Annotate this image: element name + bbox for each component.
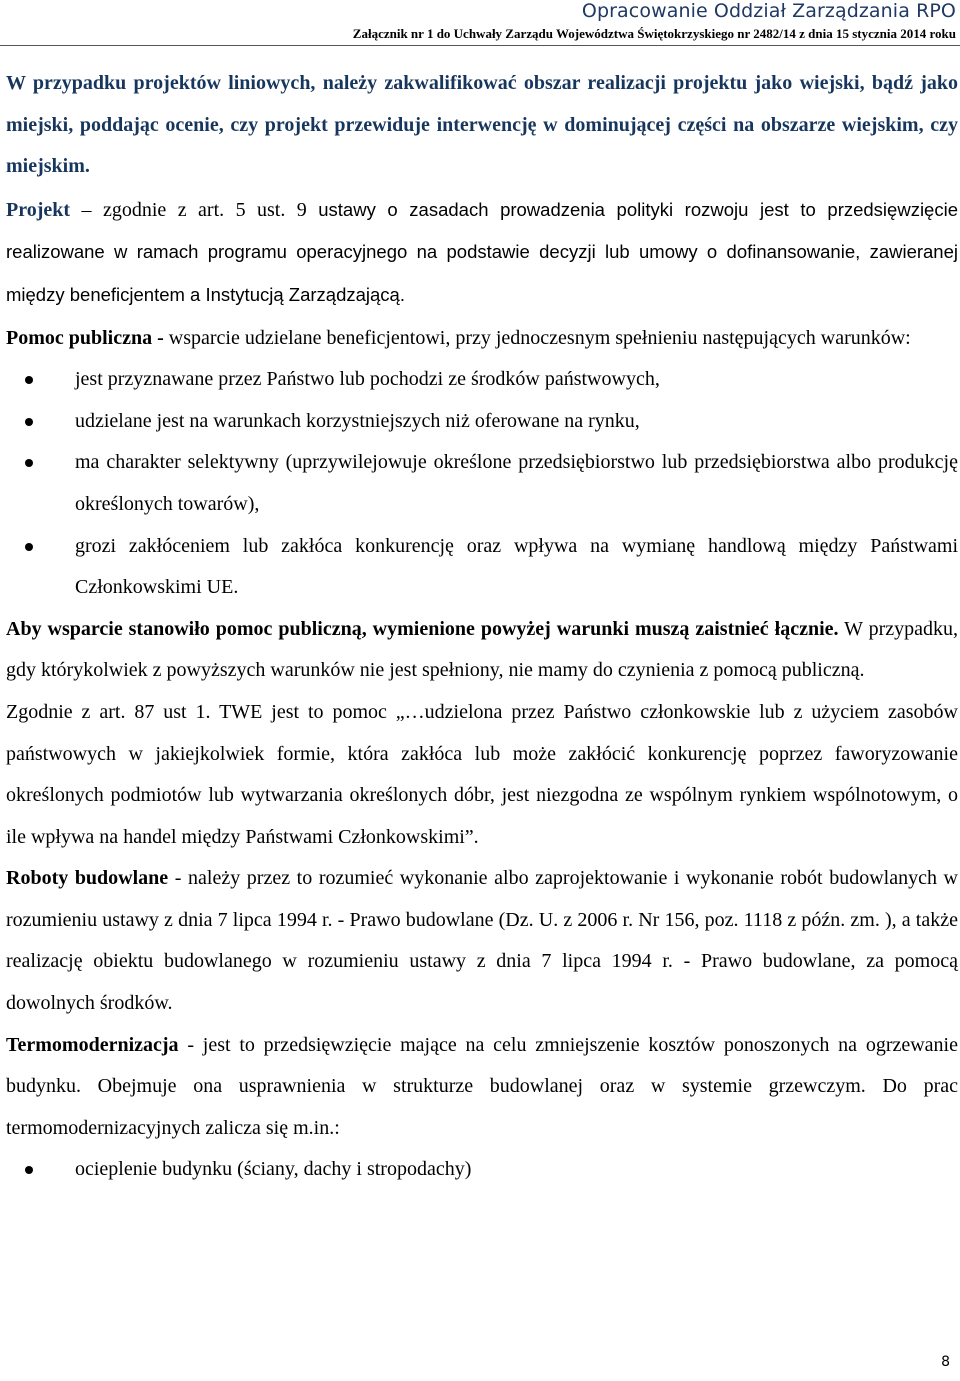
- header-subtitle: Załącznik nr 1 do Uchwały Zarządu Województwa Świętokrzyskiego nr 2482/14 z dnia 15 stycznia 2014 roku: [352, 26, 956, 41]
- bullet-icon: [25, 376, 33, 384]
- paragraph-thermomodernization: [6, 1025, 958, 1150]
- paragraph-text: ustawy o zasadach prowadzenia polityki rozwoju jest to przedsięwzięcie realizowane w ramach programu operacyjnego na podstawie decyzji lub umowy o dofinansowanie, zawieranej między beneficjentem a Instytucją Zarządzającą.: [6, 198, 958, 305]
- paragraph-text: zgodnie z art. 5 ust. 9: [102, 198, 319, 221]
- list-item: [6, 526, 958, 609]
- bullet-icon: [25, 543, 33, 551]
- list-item: [6, 401, 958, 443]
- paragraph-construction-works: [6, 858, 958, 1024]
- list-item-text: grozi zakłóceniem lub zakłóca konkurencję oraz wpływa na wymianę handlową między Państwami Członkowskimi UE.: [75, 534, 958, 599]
- paragraph-text: W przypadku, gdy którykolwiek z powyższych warunków nie jest spełniony, nie mamy do czynienia z pomocą publiczną.: [6, 617, 958, 682]
- paragraph-bold-text: Aby wsparcie stanowiło pomoc publiczną, wymienione powyżej warunki muszą zaistnieć łącznie.: [6, 617, 839, 640]
- paragraph-text: wsparcie udzielane beneficjentowi, przy jednoczesnym spełnieniu następujących warunków:: [163, 326, 911, 349]
- term-project: Projekt: [6, 198, 71, 221]
- public-aid-conditions-list: [6, 359, 958, 609]
- list-item-text: jest przyznawane przez Państwo lub pochodzi ze środków państwowych,: [75, 368, 660, 391]
- page-number: 8: [941, 1354, 950, 1370]
- term-thermomodernization: Termomodernizacja: [6, 1033, 179, 1056]
- paragraph-linear-projects: [6, 63, 958, 188]
- paragraph-twe-article: [6, 692, 958, 858]
- list-item-text: ma charakter selektywny (uprzywilejowuje określone przedsiębiorstwo lub przedsiębiorstwa albo produkcję określonych towarów),: [75, 451, 958, 515]
- term-construction-works: Roboty budowlane: [6, 867, 169, 890]
- paragraph-project-definition: [6, 189, 958, 317]
- paragraph-text: - jest to przedsięwzięcie mające na celu zmniejszenie kosztów ponoszonych na ogrzewanie budynku. Obejmuje ona usprawnienia w strukturze budowlanej oraz w systemie grzewczym. Do prac termomodernizacyjnych zalicza się m.in.:: [6, 1033, 958, 1139]
- bullet-icon: [25, 418, 33, 426]
- list-item-text: ocieplenie budynku (ściany, dachy i stropodachy): [75, 1158, 472, 1181]
- term-public-aid: Pomoc publiczna -: [6, 326, 164, 349]
- header-divider: [0, 45, 960, 46]
- bullet-icon: [25, 1166, 33, 1174]
- paragraph-public-aid: [6, 318, 958, 360]
- paragraph-text: Zgodnie z art. 87 ust 1. TWE jest to pomoc „…udzielona przez Państwo członkowskie lub z użyciem zasobów państwowych w jakiejkolwiek formie, która zakłóca lub może zakłócić konkurencję poprzez faworyzowanie określonych podmiotów lub wytwarzania określonych dóbr, jest niezgodna ze wspólnym rynkiem wspólnotowym, o ile wpływa na handel między Państwami Członkowskimi”.: [6, 700, 958, 848]
- list-item: [6, 359, 958, 401]
- thermomodernization-works-list: [6, 1149, 958, 1191]
- document-body: [6, 63, 958, 1191]
- list-item: [6, 1149, 958, 1191]
- term-dash: –: [70, 198, 103, 221]
- paragraph-conditions-note: [6, 609, 958, 692]
- bullet-icon: [25, 459, 33, 467]
- paragraph-text: W przypadku projektów liniowych, należy zakwalifikować obszar realizacji projektu jako wiejski, bądź jako miejski, poddając ocenie, czy projekt przewiduje interwencję w dominującej części na obszarze wiejskim, czy miejskim.: [6, 72, 958, 178]
- paragraph-text: - należy przez to rozumieć wykonanie albo zaprojektowanie i wykonanie robót budowlanych w rozumieniu ustawy z dnia 7 lipca 1994 r. - Prawo budowlane (Dz. U. z 2006 r. Nr 156, poz. 1118 z późn. zm. ), a także realizację obiektu budowlanego w rozumieniu ustawy z dnia 7 lipca 1994 r. - Prawo budowlane, za pomocą dowolnych środków.: [6, 867, 958, 1015]
- list-item-text: udzielane jest na warunkach korzystniejszych niż oferowane na rynku,: [75, 409, 640, 432]
- header-title: Opracowanie Oddział Zarządzania RPO: [581, 0, 956, 22]
- list-item: [6, 442, 958, 525]
